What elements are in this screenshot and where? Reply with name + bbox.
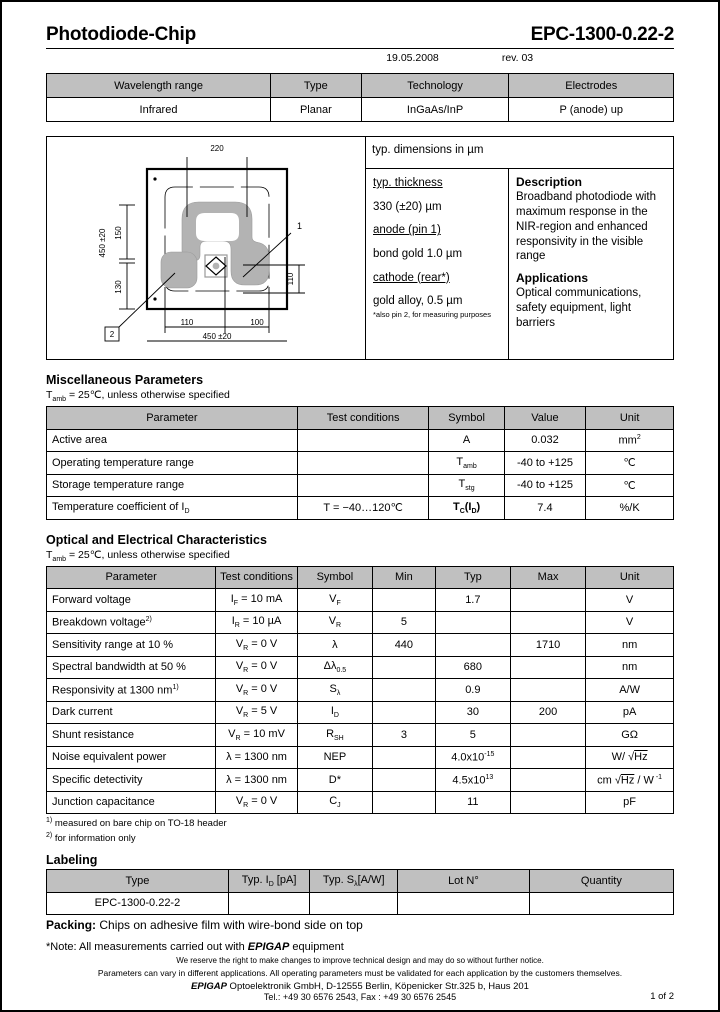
- part-number: EPC-1300-0.22-2: [530, 24, 674, 45]
- cell-typ: 0.9: [435, 679, 510, 702]
- cell-parameter: Storage temperature range: [47, 474, 298, 497]
- table-row: [47, 634, 674, 657]
- cell-unit: W/ √Hz: [586, 746, 674, 769]
- cell-unit: A/W: [586, 679, 674, 702]
- cathode-value: gold alloy, 0.5 µm: [373, 295, 463, 308]
- dim-label-left-outer: 450 ±20: [98, 228, 107, 258]
- cell-symbol: D*: [297, 769, 372, 792]
- table-row: [47, 656, 674, 679]
- cell-value: -40 to +125: [504, 474, 586, 497]
- description-body: Broadband photodiode with maximum response in the NIR-region and enhanced responsivity in the visible range: [516, 191, 657, 263]
- column-header-type: Type: [47, 870, 229, 893]
- cell-typ: 680: [435, 656, 510, 679]
- cell-parameter: Dark current: [47, 701, 216, 724]
- table-header-row: [47, 74, 674, 98]
- column-header-technology: Technology: [361, 74, 509, 98]
- column-header-parameter: Parameter: [47, 566, 216, 589]
- table-row: [47, 746, 674, 769]
- cell-type: Planar: [271, 98, 362, 122]
- callout-label-1: 1: [297, 221, 303, 231]
- note-brand: EPIGAP: [247, 941, 290, 954]
- cell-min: 3: [373, 724, 436, 747]
- column-header-quantity: Quantity: [529, 870, 673, 893]
- cathode-heading: cathode (rear*): [373, 271, 450, 284]
- applications-body: Optical communications, safety equipment, light barriers: [516, 287, 642, 329]
- column-header-symbol: Symbol: [429, 407, 504, 430]
- cell-parameter: Noise equivalent power: [47, 746, 216, 769]
- cell-symbol: $R_{SH}$: [297, 724, 372, 747]
- cell-test: $V_R = 10$ mV: [216, 724, 298, 747]
- cell-quantity: [529, 892, 673, 915]
- cell-test: $V_R = 0$ V: [216, 791, 298, 814]
- cell-test: [297, 452, 429, 475]
- column-header-typ-id: Typ. $I_D$ [pA]: [228, 870, 310, 893]
- misc-table: [46, 406, 674, 520]
- cell-typ: 11: [435, 791, 510, 814]
- anode-heading: anode (pin 1): [373, 224, 441, 237]
- cell-max: [510, 611, 585, 634]
- anode-value: bond gold 1.0 µm: [373, 248, 463, 261]
- header-meta: [46, 52, 674, 64]
- header-divider: [46, 48, 674, 49]
- company-rest: Optoelektronik GmbH, D-12555 Berlin, Köpenicker Str.325 b, Haus 201: [226, 981, 529, 993]
- cell-max: [510, 746, 585, 769]
- measurement-note: [46, 941, 674, 953]
- cell-value: 7.4: [504, 497, 586, 520]
- table-row: [47, 589, 674, 612]
- cell-symbol: $\Delta\lambda_{0.5}$: [297, 656, 372, 679]
- footer-block: [46, 955, 674, 1002]
- misc-heading: Miscellaneous Parameters: [46, 373, 204, 387]
- cell-min: [373, 746, 436, 769]
- cell-min: [373, 679, 436, 702]
- table-row: [47, 679, 674, 702]
- cell-min: [373, 701, 436, 724]
- cell-test: $I_R = 10$ µA: [216, 611, 298, 634]
- table-row: [47, 791, 674, 814]
- cell-typ: $4.5x10^{13}$: [435, 769, 510, 792]
- cell-wavelength: Infrared: [47, 98, 271, 122]
- company-brand: EPIGAP: [191, 981, 227, 993]
- document-date: 19.05.2008: [386, 52, 439, 64]
- table-row: [47, 98, 674, 122]
- page-number: 1 of 2: [650, 991, 674, 1003]
- cell-test: λ = 1300 nm: [216, 769, 298, 792]
- cell-test: $V_R = 0$ V: [216, 634, 298, 657]
- cell-parameter: Specific detectivity: [47, 769, 216, 792]
- cell-typ-id: [228, 892, 310, 915]
- table-row: [47, 724, 674, 747]
- dim-label-left-upper: 150: [114, 226, 123, 240]
- column-header-lot: Lot N°: [398, 870, 530, 893]
- cell-unit: pF: [586, 791, 674, 814]
- cell-min: [373, 791, 436, 814]
- disclaimer-line-1: We reserve the right to make changes to improve technical design and may do so without further notice.: [176, 956, 544, 966]
- cell-test: $V_R = 0$ V: [216, 679, 298, 702]
- cell-symbol: λ: [297, 634, 372, 657]
- cell-typ: $4.0x10^{-15}$: [435, 746, 510, 769]
- page-title: Photodiode-Chip: [46, 24, 197, 45]
- table-header-row: [47, 566, 674, 589]
- cell-min: [373, 589, 436, 612]
- labeling-heading: Labeling: [46, 853, 98, 868]
- cell-electrodes: P (anode) up: [509, 98, 674, 122]
- column-header-type: Type: [271, 74, 362, 98]
- table-row: [47, 429, 674, 452]
- cell-test: $I_F = 10$ mA: [216, 589, 298, 612]
- cell-parameter: Forward voltage: [47, 589, 216, 612]
- cell-unit: nm: [586, 634, 674, 657]
- cell-unit: %/K: [586, 497, 674, 520]
- column-header-wavelength: Wavelength range: [47, 74, 271, 98]
- disclaimer-line-2: Parameters can vary in different applications. All operating parameters must be validated for each application by the customers themselves.: [97, 967, 623, 978]
- cell-symbol: $V_R$: [297, 611, 372, 634]
- cell-parameter: Sensitivity range at 10 %: [47, 634, 216, 657]
- footnote-1: $^{1)}$ measured on bare chip on TO-18 header: [46, 817, 227, 830]
- dimension-note: typ. dimensions in µm: [366, 137, 673, 169]
- cell-max: [510, 724, 585, 747]
- cell-symbol: $I_D$: [297, 701, 372, 724]
- chip-drawing-panel: [47, 137, 366, 359]
- description-text-panel: [509, 169, 673, 359]
- cell-type: EPC-1300-0.22-2: [47, 892, 229, 915]
- dim-label-left-lower: 130: [114, 280, 123, 294]
- cell-unit: ℃: [586, 452, 674, 475]
- labeling-table: [46, 869, 674, 915]
- cell-typ: 30: [435, 701, 510, 724]
- column-header-value: Value: [504, 407, 586, 430]
- cell-min: 440: [373, 634, 436, 657]
- cell-parameter: Responsivity at 1300 $nm^{1)}$: [47, 679, 216, 702]
- cell-test: λ = 1300 nm: [216, 746, 298, 769]
- cell-parameter: Junction capacitance: [47, 791, 216, 814]
- thickness-heading: typ. thickness: [373, 177, 443, 189]
- page-header: [46, 24, 674, 46]
- table-header-row: [47, 870, 674, 893]
- cell-max: [510, 791, 585, 814]
- dim-label-bottom-outer: 450 ±20: [202, 332, 232, 341]
- drawing-description-block: [46, 136, 674, 360]
- cell-typ: 1.7: [435, 589, 510, 612]
- packing-text: Chips on adhesive film with wire-bond side on top: [99, 918, 363, 933]
- table-header-row: [47, 407, 674, 430]
- footnote-2: $^{2)}$ for information only: [46, 832, 136, 845]
- cell-unit: $mm^2$: [586, 429, 674, 452]
- callout-label-2: 2: [109, 330, 115, 339]
- packing-label: Packing:: [46, 918, 97, 933]
- cell-max: 1710: [510, 634, 585, 657]
- cell-parameter: Temperature coefficient of $I_D$: [47, 497, 298, 520]
- cell-max: [510, 589, 585, 612]
- cell-symbol: $S_\lambda$: [297, 679, 372, 702]
- cell-min: [373, 656, 436, 679]
- cell-symbol: A: [429, 429, 504, 452]
- cell-unit: V: [586, 589, 674, 612]
- chip-drawing: [47, 137, 365, 359]
- cathode-footnote: *also pin 2, for measuring purposes: [373, 310, 491, 320]
- cell-parameter: Shunt resistance: [47, 724, 216, 747]
- cell-max: [510, 769, 585, 792]
- column-header-unit: Unit: [586, 566, 674, 589]
- dim-label-right: 110: [286, 272, 295, 286]
- cell-unit: cm √Hz / W $^{-1}$: [586, 769, 674, 792]
- packing-line: [46, 918, 674, 932]
- cell-unit: V: [586, 611, 674, 634]
- table-row: [47, 474, 674, 497]
- contact-text: Tel.: +49 30 6576 2543, Fax : +49 30 6576 2545: [263, 992, 457, 1003]
- column-header-unit: Unit: [586, 407, 674, 430]
- cell-test: [297, 474, 429, 497]
- cell-min: 5: [373, 611, 436, 634]
- note-suffix: equipment: [289, 941, 344, 954]
- dim-label-top: 220: [210, 144, 224, 153]
- cell-symbol: NEP: [297, 746, 372, 769]
- optical-footnotes: [46, 816, 674, 846]
- misc-condition: $T_{amb}$ = 25℃, unless otherwise specified: [46, 389, 230, 404]
- table-row: [47, 611, 674, 634]
- optical-table: [46, 566, 674, 815]
- table-row: [47, 769, 674, 792]
- cell-test: T = −40…120℃: [297, 497, 429, 520]
- dim-label-bottom-right: 100: [250, 318, 264, 327]
- thickness-value: 330 (±20) µm: [373, 200, 442, 213]
- column-header-parameter: Parameter: [47, 407, 298, 430]
- column-header-test: Test conditions: [297, 407, 429, 430]
- cell-test: $V_R = 5$ V: [216, 701, 298, 724]
- cell-test: $V_R = 0$ V: [216, 656, 298, 679]
- cell-symbol: $T_C(I_D)$: [429, 497, 504, 520]
- cell-typ: [435, 611, 510, 634]
- company-address: [46, 981, 674, 992]
- cell-technology: InGaAs/InP: [361, 98, 509, 122]
- cell-value: 0.032: [504, 429, 586, 452]
- optical-heading: Optical and Electrical Characteristics: [46, 532, 267, 547]
- cell-typ: 5: [435, 724, 510, 747]
- cell-parameter: Breakdown voltage$^{2)}$: [47, 611, 216, 634]
- cell-parameter: Operating temperature range: [47, 452, 298, 475]
- document-revision: rev. 03: [501, 52, 534, 64]
- table-row: [47, 497, 674, 520]
- cell-max: [510, 656, 585, 679]
- description-heading: Description: [516, 175, 583, 189]
- company-contact: [46, 992, 674, 1002]
- cell-symbol: $V_F$: [297, 589, 372, 612]
- cell-symbol: $T_{amb}$: [429, 452, 504, 475]
- optical-condition: $T_{amb}$ = 25℃, unless otherwise specified: [46, 548, 230, 563]
- cell-parameter: Spectral bandwidth at 50 %: [47, 656, 216, 679]
- cell-symbol: $C_J$: [297, 791, 372, 814]
- column-header-test: Test conditions: [216, 566, 298, 589]
- cell-min: [373, 769, 436, 792]
- cell-value: -40 to +125: [504, 452, 586, 475]
- description-panel: [366, 137, 673, 359]
- note-prefix: *Note: All measurements carried out with: [46, 941, 248, 954]
- cell-unit: ℃: [586, 474, 674, 497]
- cell-typ-s: [310, 892, 398, 915]
- cell-test: [297, 429, 429, 452]
- cell-lot: [398, 892, 530, 915]
- cell-typ: [435, 634, 510, 657]
- column-header-min: Min: [373, 566, 436, 589]
- cell-max: 200: [510, 701, 585, 724]
- electrode-specs: [366, 169, 509, 359]
- column-header-symbol: Symbol: [297, 566, 372, 589]
- cell-parameter: Active area: [47, 429, 298, 452]
- cell-max: [510, 679, 585, 702]
- table-row: [47, 452, 674, 475]
- column-header-max: Max: [510, 566, 585, 589]
- table-row: [47, 701, 674, 724]
- column-header-typ: Typ: [435, 566, 510, 589]
- column-header-electrodes: Electrodes: [509, 74, 674, 98]
- cell-unit: GΩ: [586, 724, 674, 747]
- applications-heading: Applications: [516, 270, 589, 285]
- cell-unit: nm: [586, 656, 674, 679]
- table-row: [47, 892, 674, 915]
- column-header-typ-s: Typ. $S_\lambda[A/W]$: [310, 870, 398, 893]
- overview-table: [46, 73, 674, 122]
- cell-symbol: $T_{stg}$: [429, 474, 504, 497]
- cell-unit: pA: [586, 701, 674, 724]
- dim-label-bottom-left: 110: [180, 318, 194, 327]
